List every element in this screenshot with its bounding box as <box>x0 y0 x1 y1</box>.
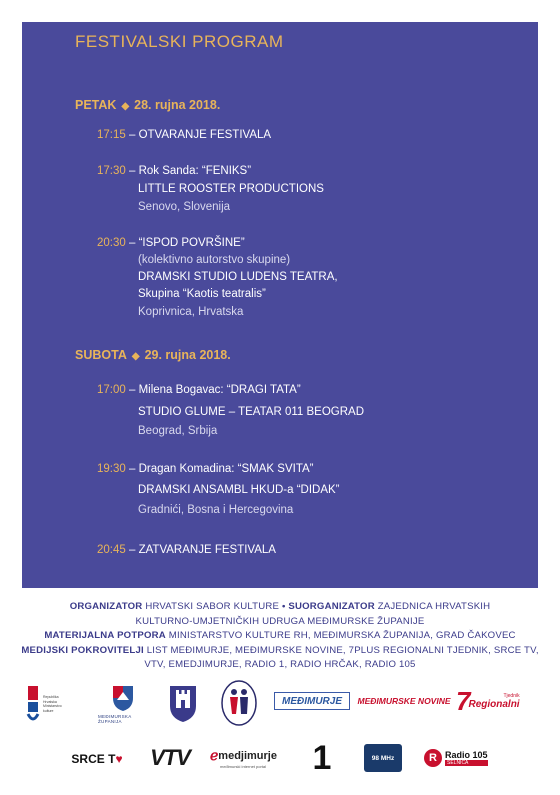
radio-1-logo <box>306 738 338 778</box>
credits-line-suborganizer: KULTURNO-UMJETNIČKIH UDRUGA MEĐIMURSKE ŽUPANIJE <box>135 615 425 627</box>
credits-line-media <box>0 644 560 659</box>
diamond-icon: ◆ <box>131 351 140 362</box>
event-place: Koprivnica, Hrvatska <box>138 306 244 318</box>
emedjimurje-logo <box>210 744 286 772</box>
event-time: 17:30 <box>97 165 126 177</box>
credits-value: HRVATSKI SABOR KULTURE <box>145 601 280 612</box>
day-date: 29. rujna 2018. <box>144 348 231 362</box>
event-title: – Milena Bogavac: “DRAGI TATA” <box>128 384 301 396</box>
novine-logo-text: MEĐIMURSKE NOVINE <box>357 696 451 706</box>
vtv-logo <box>148 742 192 774</box>
credits-value: LIST MEĐIMURJE, MEĐIMURSKE NOVINE, 7PLUS REGIONALNI TJEDNIK, SRCE TV, <box>146 644 539 656</box>
day-date: 28. rujna 2018. <box>134 98 221 112</box>
credits-value: ZAJEDNICA HRVATSKIH <box>377 601 491 612</box>
radio105-texts <box>445 750 488 766</box>
event-dragi-tata <box>97 384 301 396</box>
event-place: Beograd, Srbija <box>138 425 218 437</box>
credits-label: MEDIJSKI POKROVITELJI <box>21 644 144 656</box>
regionalni-texts <box>468 693 519 710</box>
medjimurske-novine-logo <box>357 692 451 710</box>
day-heading-petak <box>75 98 220 112</box>
credits-label: SUORGANIZATOR <box>288 601 375 612</box>
event-ispod-povrsine <box>97 237 245 249</box>
event-closing <box>97 544 276 556</box>
event-title: – Dragan Komadina: “SMAK SVITA” <box>128 463 314 475</box>
credits-label: MATERIJALNA POTPORA <box>44 630 166 641</box>
event-place: Senovo, Slovenija <box>138 201 231 213</box>
event-time: 19:30 <box>97 463 126 475</box>
radio1-text: 1 <box>312 739 332 777</box>
event-company: DRAMSKI STUDIO LUDENS TEATRA, <box>138 271 338 283</box>
castle-shield-icon <box>168 684 198 724</box>
event-opening <box>97 129 271 141</box>
radio-105-logo <box>424 744 498 772</box>
credits-label: ORGANIZATOR <box>69 601 143 612</box>
day-heading-subota <box>75 348 231 362</box>
bullet-separator: • <box>281 601 286 612</box>
radio-hrcak-logo <box>364 744 402 772</box>
zupanija-text: MEĐIMURSKA ŽUPANIJA <box>98 714 132 724</box>
folk-dancers-icon <box>221 680 257 726</box>
emedj-text: medjimurje <box>218 749 277 762</box>
event-title: – OTVARANJE FESTIVALA <box>128 129 272 141</box>
radio105-subtext: SELNICA <box>445 760 488 766</box>
heart-icon: ♥ <box>115 752 123 766</box>
event-time: 20:30 <box>97 237 126 249</box>
event-company: DRAMSKI ANSAMBL HKUD-a “DIDAK” <box>138 484 340 496</box>
ministry-emblem-icon <box>26 686 40 722</box>
program-title: FESTIVALSKI PROGRAM <box>75 32 284 51</box>
regionalni-small: Tjednik <box>503 692 520 699</box>
event-place: Gradnići, Bosna i Hercegovina <box>138 504 294 516</box>
credits-line-support <box>0 629 560 644</box>
event-company-group: Skupina “Kaotis teatralis” <box>138 288 266 300</box>
radio105-text: Radio 105 <box>445 750 488 760</box>
cakovec-coat-of-arms <box>163 682 203 726</box>
event-smak-svita <box>97 463 313 475</box>
diamond-icon: ◆ <box>121 101 130 112</box>
emedj-row <box>210 747 277 764</box>
credits-block <box>0 600 560 673</box>
event-note: (kolektivno autorstvo skupine) <box>138 254 291 266</box>
event-title: – Rok Sanda: “FENIKS” <box>128 165 252 177</box>
srce-tv-logo <box>62 748 132 770</box>
srcetv-text: SRCE T <box>71 752 116 766</box>
folk-figures-logo <box>219 678 259 728</box>
event-feniks <box>97 165 251 177</box>
medjimurje-newspaper-logo <box>274 692 350 710</box>
7plus-regionalni-logo <box>456 686 530 716</box>
vtv-text: VTV <box>150 745 190 770</box>
event-time: 17:00 <box>97 384 126 396</box>
e-icon: ℯ <box>210 747 219 763</box>
hrcak-text: 98 MHz <box>371 754 395 762</box>
ministry-logo <box>26 682 76 726</box>
day-name: SUBOTA <box>75 348 127 362</box>
credits-value: MINISTARSTVO KULTURE RH, MEĐIMURSKA ŽUPANIJA, GRAD ČAKOVEC <box>168 630 516 641</box>
zupanija-logo <box>98 680 148 728</box>
emedj-subtext: međimurski internet portal <box>220 764 267 769</box>
zupanija-shield-icon <box>111 684 135 712</box>
radio105-r-icon: R <box>424 749 442 767</box>
credits-line-organizer <box>0 600 560 615</box>
event-title: – ZATVARANJE FESTIVALA <box>128 544 276 556</box>
regionalni-text: Regionalni <box>468 698 520 710</box>
event-company: STUDIO GLUME – TEATAR 011 BEOGRAD <box>138 406 365 418</box>
regionalni-number: 7 <box>456 686 471 716</box>
event-time: 17:15 <box>97 129 126 141</box>
medjimurje-logo-text: MEĐIMURJE <box>281 695 342 707</box>
event-time: 20:45 <box>97 544 126 556</box>
event-company: LITTLE ROOSTER PRODUCTIONS <box>138 183 324 195</box>
day-name: PETAK <box>75 98 117 112</box>
event-title: – “ISPOD POVRŠINE” <box>128 237 245 249</box>
ministry-text: Republika Hrvatska Ministarstvo kulture <box>43 695 62 713</box>
credits-line-media-2: VTV, EMEDJIMURJE, RADIO 1, RADIO HRČAK, RADIO 105 <box>144 659 416 670</box>
